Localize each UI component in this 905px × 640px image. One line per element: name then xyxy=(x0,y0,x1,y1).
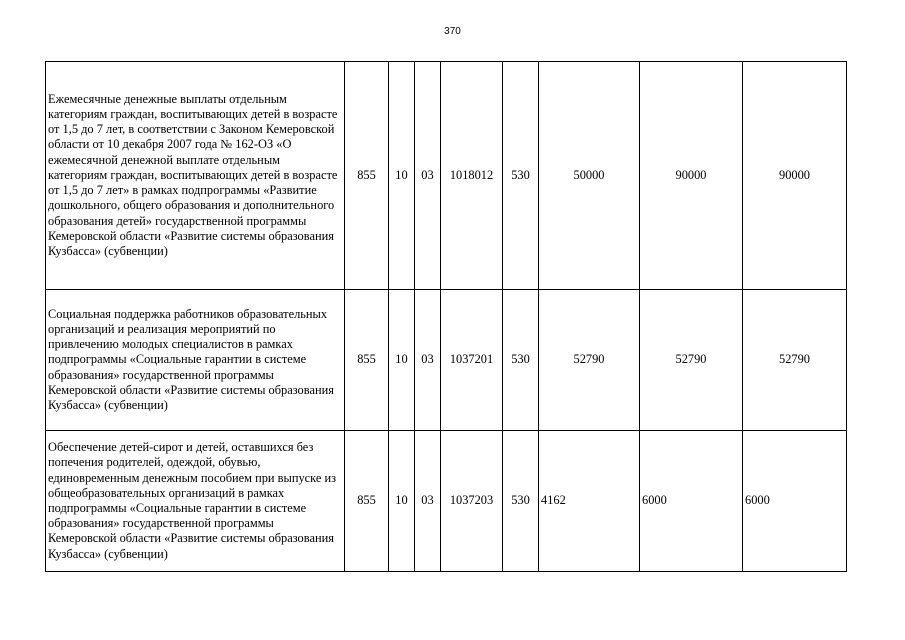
cell-ministry-code: 855 xyxy=(345,290,389,431)
cell-description: Ежемесячные денежные выплаты отдельным категориям граждан, воспитывающих детей в возрасте от 1,5 до 7 лет, в соответствии с Законом Кемеровской области от 10 декабря 2007 года № 162-ОЗ «О ежемесячной денежной выплате отдельным категориям граждан, воспитывающих детей в возрасте от 1,5 до 7 лет» в рамках подпрограммы «Развитие дошкольного, общего образования и дополнительного образования детей» государственной программы Кемеровской области «Развитие системы образования Кузбасса» (субвенции) xyxy=(46,62,345,290)
cell-subsection-code: 03 xyxy=(415,290,441,431)
cell-amount-3: 90000 xyxy=(743,62,847,290)
cell-amount-3: 6000 xyxy=(743,431,847,572)
cell-amount-2: 90000 xyxy=(640,62,743,290)
cell-expense-type: 530 xyxy=(503,431,539,572)
cell-amount-2: 6000 xyxy=(640,431,743,572)
cell-description: Социальная поддержка работников образовательных организаций и реализация мероприятий по привлечению молодых специалистов в рамках подпрограммы «Социальные гарантии в системе образования» государственной программы Кемеровской области «Развитие системы образования Кузбасса» (субвенции) xyxy=(46,290,345,431)
cell-target-article: 1037203 xyxy=(441,431,503,572)
cell-section-code: 10 xyxy=(389,431,415,572)
cell-section-code: 10 xyxy=(389,290,415,431)
cell-expense-type: 530 xyxy=(503,290,539,431)
table-row xyxy=(46,62,847,290)
cell-amount-2: 52790 xyxy=(640,290,743,431)
cell-description: Обеспечение детей-сирот и детей, оставшихся без попечения родителей, одеждой, обувью, единовременным денежным пособием при выпуске из общеобразовательных организаций в рамках подпрограммы «Социальные гарантии в системе образования» государственной программы Кемеровской области «Развитие системы образования Кузбасса» (субвенции) xyxy=(46,431,345,572)
table-row xyxy=(46,431,847,572)
cell-target-article: 1018012 xyxy=(441,62,503,290)
cell-expense-type: 530 xyxy=(503,62,539,290)
cell-amount-3: 52790 xyxy=(743,290,847,431)
cell-amount-1: 52790 xyxy=(539,290,640,431)
cell-ministry-code: 855 xyxy=(345,431,389,572)
cell-subsection-code: 03 xyxy=(415,62,441,290)
budget-table xyxy=(45,61,847,572)
cell-amount-1: 4162 xyxy=(539,431,640,572)
page-number: 370 xyxy=(444,26,461,37)
cell-section-code: 10 xyxy=(389,62,415,290)
cell-subsection-code: 03 xyxy=(415,431,441,572)
cell-ministry-code: 855 xyxy=(345,62,389,290)
cell-target-article: 1037201 xyxy=(441,290,503,431)
table-row xyxy=(46,290,847,431)
cell-amount-1: 50000 xyxy=(539,62,640,290)
